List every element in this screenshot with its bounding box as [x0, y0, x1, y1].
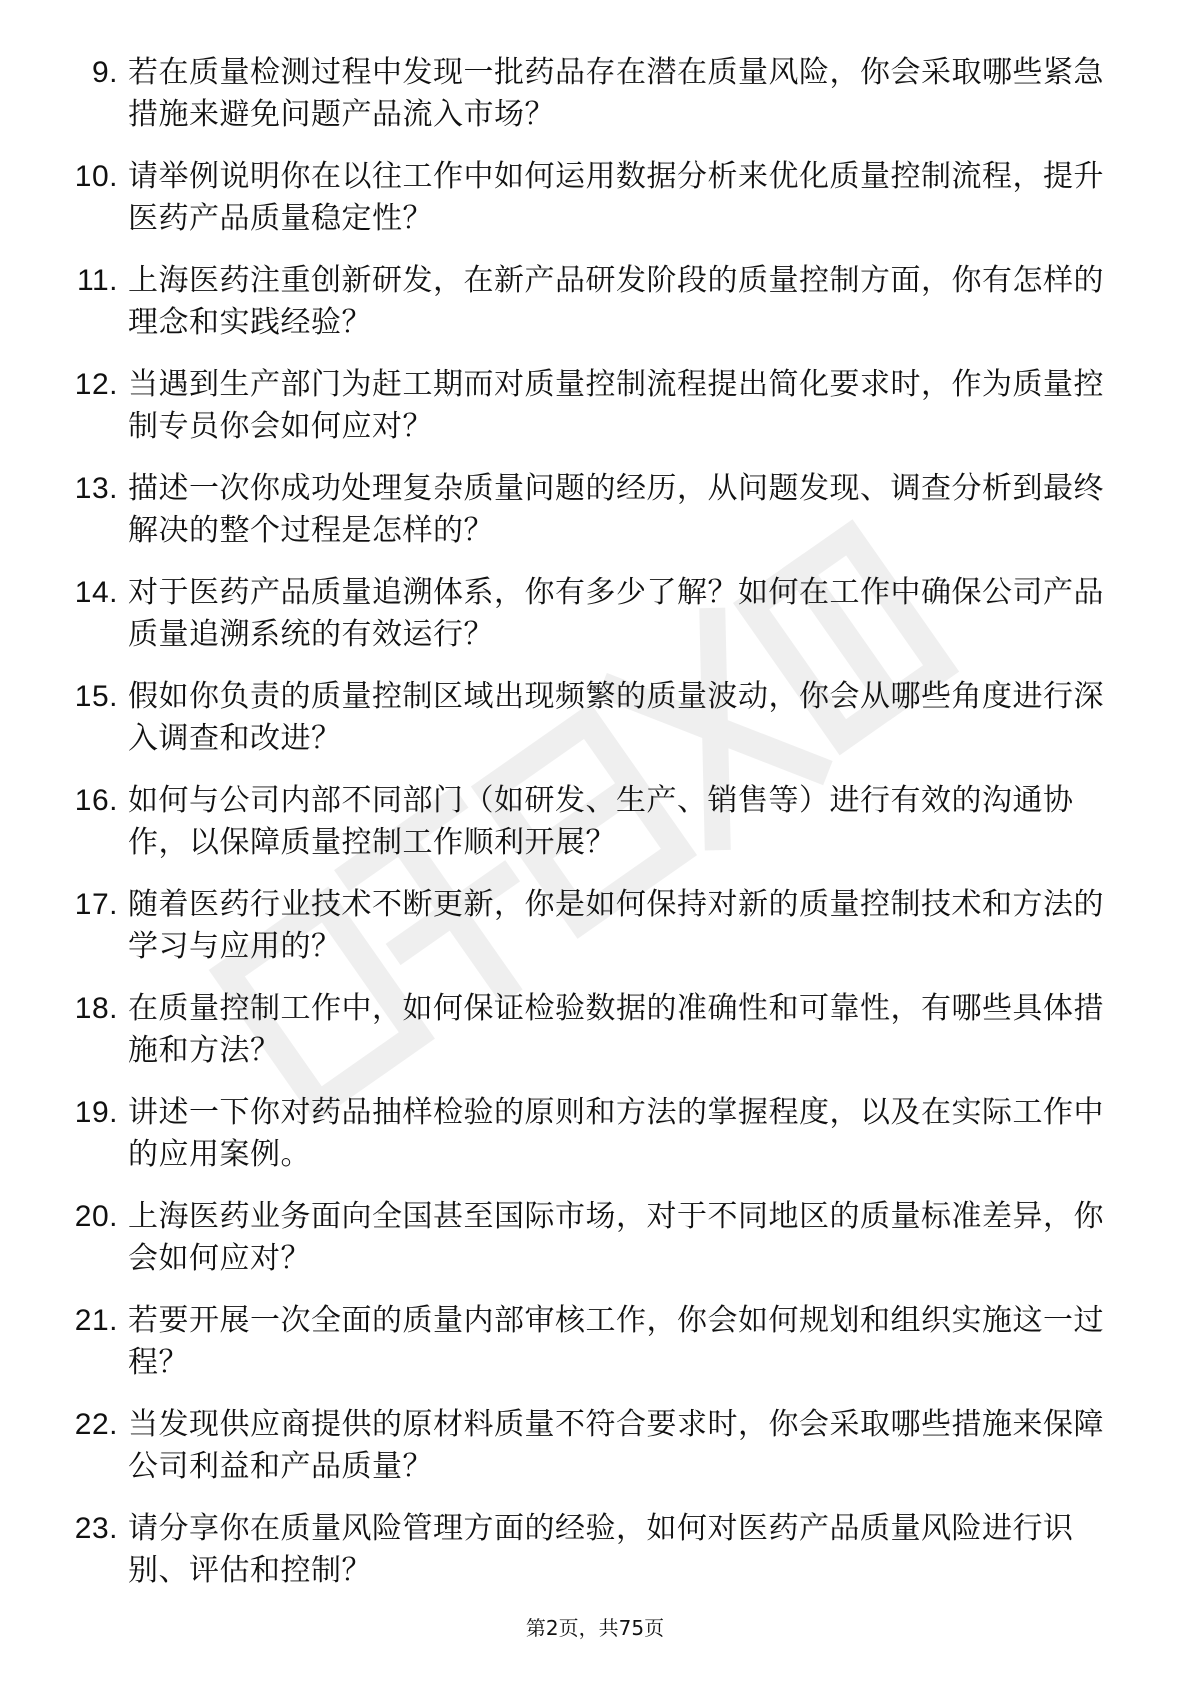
question-number: 17.: [74, 888, 118, 921]
question-number: 11.: [77, 264, 118, 297]
list-item: [56, 1300, 1116, 1384]
question-list: [56, 52, 1116, 1612]
list-item: [56, 780, 1116, 864]
list-item: [56, 156, 1116, 240]
question-number: 23.: [74, 1512, 118, 1545]
list-item: [56, 468, 1116, 552]
question-number: 14.: [74, 576, 118, 609]
question-number: 15.: [74, 680, 118, 713]
question-text: 假如你负责的质量控制区域出现频繁的质量波动，你会从哪些角度进行深入调查和改进？: [128, 679, 1104, 756]
question-text: 当遇到生产部门为赶工期而对质量控制流程提出简化要求时，作为质量控制专员你会如何应对？: [128, 367, 1104, 444]
list-item: [56, 260, 1116, 344]
question-text: 若在质量检测过程中发现一批药品存在潜在质量风险，你会采取哪些紧急措施来避免问题产品流入市场？: [128, 55, 1104, 132]
question-text: 描述一次你成功处理复杂质量问题的经历，从问题发现、调查分析到最终解决的整个过程是怎样的？: [128, 471, 1104, 548]
question-number: 16.: [74, 784, 118, 817]
question-text: 当发现供应商提供的原材料质量不符合要求时，你会采取哪些措施来保障公司利益和产品质量？: [128, 1407, 1104, 1484]
page-number-footer: 第2页，共75页: [525, 1616, 665, 1640]
list-item: [56, 1196, 1116, 1280]
question-text: 上海医药业务面向全国甚至国际市场，对于不同地区的质量标准差异，你会如何应对？: [128, 1199, 1104, 1276]
list-item: [56, 1092, 1116, 1176]
question-number: 19.: [74, 1096, 118, 1129]
list-item: [56, 364, 1116, 448]
question-text: 上海医药注重创新研发，在新产品研发阶段的质量控制方面，你有怎样的理念和实践经验？: [128, 263, 1104, 340]
question-number: 18.: [74, 992, 118, 1025]
question-text: 请举例说明你在以往工作中如何运用数据分析来优化质量控制流程，提升医药产品质量稳定性？: [128, 159, 1104, 236]
question-number: 13.: [74, 472, 118, 505]
question-text: 若要开展一次全面的质量内部审核工作，你会如何规划和组织实施这一过程？: [128, 1303, 1104, 1380]
list-item: [56, 988, 1116, 1072]
question-text: 请分享你在质量风险管理方面的经验，如何对医药产品质量风险进行识别、评估和控制？: [128, 1511, 1074, 1588]
list-item: [56, 572, 1116, 656]
list-item: [56, 884, 1116, 968]
question-number: 22.: [74, 1408, 118, 1441]
question-number: 20.: [74, 1200, 118, 1233]
question-text: 随着医药行业技术不断更新，你是如何保持对新的质量控制技术和方法的学习与应用的？: [128, 887, 1104, 964]
question-number: 9.: [91, 56, 118, 89]
question-number: 21.: [74, 1304, 118, 1337]
list-item: [56, 1508, 1116, 1592]
question-text: 在质量控制工作中，如何保证检验数据的准确性和可靠性，有哪些具体措施和方法？: [128, 991, 1104, 1068]
list-item: [56, 1404, 1116, 1488]
question-text: 如何与公司内部不同部门（如研发、生产、销售等）进行有效的沟通协作，以保障质量控制工作顺利开展？: [128, 783, 1074, 860]
question-number: 10.: [74, 160, 118, 193]
list-item: [56, 52, 1116, 136]
list-item: [56, 676, 1116, 760]
question-text: 讲述一下你对药品抽样检验的原则和方法的掌握程度，以及在实际工作中的应用案例。: [128, 1095, 1104, 1172]
question-text: 对于医药产品质量追溯体系，你有多少了解？如何在工作中确保公司产品质量追溯系统的有效运行？: [128, 575, 1104, 652]
question-number: 12.: [74, 368, 118, 401]
